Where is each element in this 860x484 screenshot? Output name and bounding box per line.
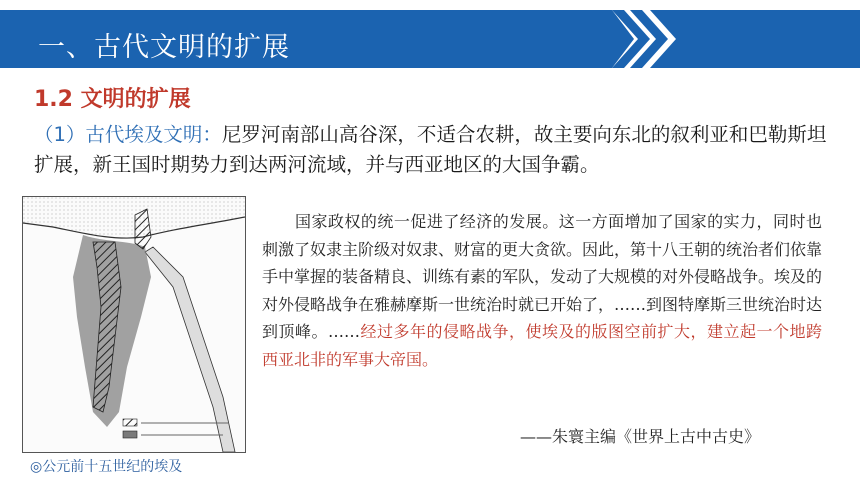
quote-text: 国家政权的统一促进了经济的发展。这一方面增加了国家的实力，同时也刺激了奴隶主阶级对奴隶、财富的更大贪欲。因此，第十八王朝的统治者们依靠手中掌握的装备精良、训练有素的军队，发动了大规模的对外侵略战争。埃及的对外侵略战争在雅赫摩斯一世统治时就已开始了，……到图特摩斯三世统治时达到顶峰。…… <box>262 212 823 341</box>
page-title: 一、古代文明的扩展 <box>38 32 290 63</box>
body-paragraph <box>34 120 834 180</box>
map-illustration <box>22 196 246 453</box>
egypt-map <box>23 197 245 452</box>
quote-highlight: 经过多年的侵略战争，使埃及的版图空前扩大，建立起一个地跨西亚北非的军事大帝国。 <box>262 322 822 369</box>
quote-block <box>262 208 822 373</box>
section-title: 1.2 文明的扩展 <box>34 87 191 112</box>
quote-source: ——朱寰主编《世界上古中古史》 <box>520 427 761 446</box>
header-banner <box>0 10 860 68</box>
map-caption: ◎公元前十五世纪的埃及 <box>30 459 183 475</box>
paragraph-text: 尼罗河南部山高谷深，不适合农耕，故主要向东北的叙利亚和巴勒斯坦扩展，新王国时期势力到达两河流域，并与西亚地区的大国争霸。 <box>34 123 827 176</box>
paragraph-lead: （1）古代埃及文明： <box>34 123 222 146</box>
